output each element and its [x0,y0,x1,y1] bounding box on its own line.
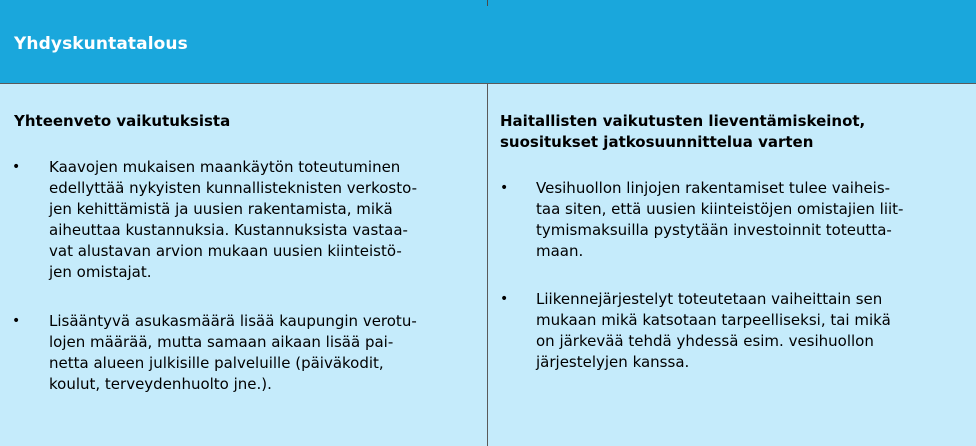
column-divider-top [487,0,488,6]
bullet-icon: • [500,291,509,307]
mitigation-item-text: Vesihuollon linjojen rakentamiset tulee vaiheis- taa siten, että uusien kiinteistöjen omistajien liit- tymismaksuilla pystytään investoinnit toteutta- maan. [536,179,904,260]
mitigation-item-text: Liikennejärjestelyt toteutetaan vaiheittain sen mukaan mikä katsotaan tarpeelliseksi, tai mikä on järkevää tehdä yhdessä esim. vesihuollon järjestelyjen kanssa. [536,290,891,371]
table-header [0,0,976,84]
bullet-icon: • [12,159,21,175]
mitigation-heading: Haitallisten vaikutusten lieventämiskeinot, suositukset jatkosuunnittelua varten [500,112,866,151]
summary-item-text: Lisääntyvä asukasmäärä lisää kaupungin verotu- lojen määrää, mutta samaan aikaan lisää pai- netta alueen julkisille palveluille (päiväkodit, koulut, terveydenhuolto jne.). [49,312,417,393]
summary-heading: Yhteenveto vaikutuksista [14,112,231,130]
summary-column [0,84,488,446]
mitigation-column [488,84,976,446]
bullet-icon: • [500,180,509,196]
section-title: Yhdyskuntatalous [14,34,188,54]
bullet-icon: • [12,313,21,329]
summary-item-text: Kaavojen mukaisen maankäytön toteutuminen edellyttää nykyisten kunnallisteknisten verkosto- jen kehittämistä ja uusien rakentamista, mikä aiheuttaa kustannuksia. Kustannuksista vastaa- vat alustavan arvion mukaan uusien kiinteistö- jen omistajat. [49,158,417,281]
